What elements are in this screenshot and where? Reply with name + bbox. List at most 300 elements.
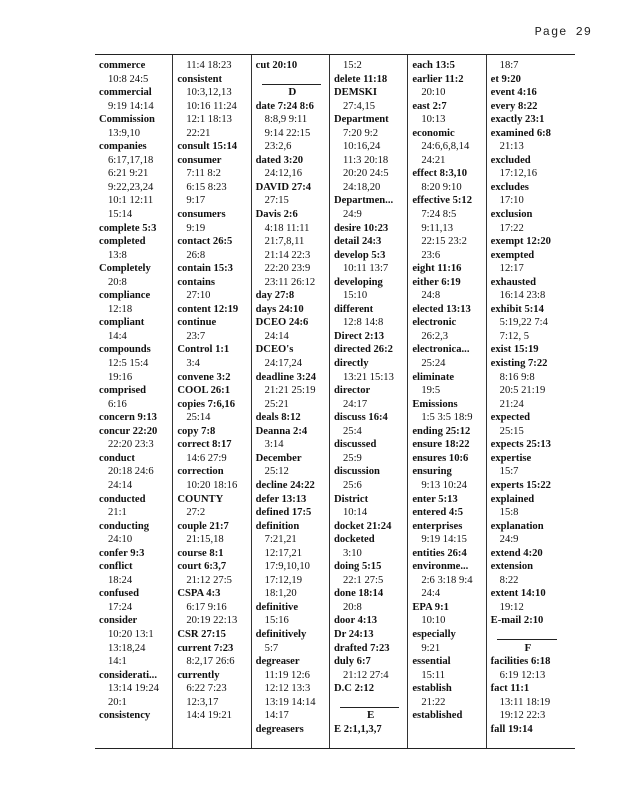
- index-term: east 2:7: [412, 100, 447, 112]
- page-references: 3:10: [342, 547, 362, 559]
- page-references: 17:10: [499, 195, 524, 207]
- index-term: different: [333, 303, 374, 315]
- index-term: ensures 10:6: [412, 452, 469, 464]
- page-references: 22:20 23:9: [264, 263, 311, 275]
- index-term: every 8:22: [490, 100, 538, 112]
- index-column-2: [173, 55, 251, 748]
- index-term: electronic: [412, 317, 457, 329]
- index-term: Davis 2:6: [255, 209, 298, 221]
- page-references: 13:14 19:24: [108, 683, 159, 695]
- index-term: E 2:1,1,3,7: [333, 723, 382, 735]
- index-term: D.C 2:12: [333, 683, 375, 695]
- index-term: excluded: [490, 154, 531, 166]
- page-references: 18:7: [499, 60, 519, 71]
- letter-heading: F: [524, 641, 532, 654]
- page-references: 11:3 20:18: [342, 154, 389, 166]
- page-references: 27:10: [186, 290, 211, 302]
- page-references: 6:17,17,18: [108, 154, 154, 166]
- index-term: COUNTY: [177, 493, 224, 505]
- index-column-6: [487, 55, 565, 748]
- page-references: 20:5 21:19: [499, 385, 546, 397]
- index-term: consumer: [177, 154, 222, 166]
- index-term: contain 15:3: [177, 263, 233, 275]
- index-term: enterprises: [412, 520, 463, 532]
- index-term: content 12:19: [177, 303, 239, 315]
- index-term: event 4:16: [490, 87, 537, 99]
- index-term: confused: [99, 588, 140, 600]
- page-references: 12:3,17: [186, 696, 219, 708]
- page-references: 19:12 22:3: [499, 710, 546, 722]
- page-references: 7:21,21: [264, 534, 297, 546]
- page-references: 6:16: [108, 398, 127, 410]
- page-references: 11:4 18:23: [186, 60, 232, 71]
- index-term: effective 5:12: [412, 195, 473, 207]
- index-term: ending 25:12: [412, 425, 471, 437]
- page-references: 12:12 13:3: [264, 683, 311, 695]
- page-references: 11:19 12:6: [264, 669, 310, 681]
- index-term: enter 5:13: [412, 493, 458, 505]
- page-references: 9:11,13: [421, 222, 453, 234]
- page-references: 10:11 13:7: [342, 263, 389, 275]
- page-references: 7:12, 5: [499, 330, 530, 342]
- page-references: 24:18,20: [342, 181, 381, 193]
- index-term: defer 13:13: [255, 493, 307, 505]
- index-term: DEMSKI: [333, 87, 377, 99]
- page-references: 17:22: [499, 222, 524, 234]
- index-term: established: [412, 710, 463, 722]
- page-references: 6:19 12:13: [499, 669, 546, 681]
- page-references: 25:12: [264, 466, 289, 478]
- index-term: examined 6:8: [490, 127, 551, 139]
- page-references: 6:15 8:23: [186, 181, 227, 193]
- page-references: 6:21 9:21: [108, 168, 149, 180]
- page-references: 16:14 23:8: [499, 290, 546, 302]
- page-references: 10:16,24: [342, 141, 381, 153]
- page-references: 25:4: [342, 425, 362, 437]
- index-term: exist 15:19: [490, 344, 539, 356]
- index-term: docket 21:24: [333, 520, 392, 532]
- index-column-5: [408, 55, 486, 748]
- index-term: CSPA 4:3: [177, 588, 221, 600]
- page-references: 18:1,20: [264, 588, 297, 600]
- page-references: 21:12 27:5: [186, 574, 232, 586]
- page-references: 9:19 14:14: [108, 100, 154, 112]
- index-term: deadline 3:24: [255, 371, 316, 383]
- index-term: delete 11:18: [333, 73, 388, 85]
- index-term: copies 7:6,16: [177, 398, 235, 410]
- index-term: ensure 18:22: [412, 439, 470, 451]
- page-references: 21:13: [499, 141, 524, 153]
- index-term: conducting: [99, 520, 150, 532]
- index-term: completed: [99, 236, 146, 248]
- page-references: 22:15 23:2: [421, 236, 467, 248]
- page-references: 24:14: [108, 479, 133, 491]
- page-references: 25:9: [342, 452, 362, 464]
- index-term: extend 4:20: [490, 547, 543, 559]
- page-references: 12:17: [499, 263, 524, 275]
- page-references: 24:14: [264, 330, 289, 342]
- page-references: 9:22,23,24: [108, 181, 154, 193]
- index-term: docketed: [333, 534, 375, 546]
- index-term: conflict: [99, 561, 133, 573]
- page-references: 19:12: [499, 601, 524, 613]
- index-term: Department: [333, 114, 389, 126]
- index-term: contact 26:5: [177, 236, 233, 248]
- page-references: 6:22 7:23: [186, 683, 227, 695]
- page-references: 14:4: [108, 330, 127, 342]
- page-references: 24:9: [342, 209, 362, 221]
- index-term: currently: [177, 669, 220, 681]
- index-term: exhausted: [490, 276, 536, 288]
- index-term: copy 7:8: [177, 425, 216, 437]
- index-term: expertise: [490, 452, 532, 464]
- page-references: 8:2,17 26:6: [186, 656, 235, 668]
- page-references: 1:5 3:5 18:9: [421, 412, 473, 424]
- index-term: compliance: [99, 290, 151, 302]
- index-term: Control 1:1: [177, 344, 230, 356]
- page-references: 12:18: [108, 303, 133, 315]
- index-term: deals 8:12: [255, 412, 301, 424]
- index-term: desire 10:23: [333, 222, 389, 234]
- page-references: 24:8: [421, 290, 441, 302]
- page-references: 20:1: [108, 696, 127, 708]
- page-references: 12:8 14:8: [342, 317, 384, 329]
- page-references: 24:21: [421, 154, 446, 166]
- index-term: complete 5:3: [99, 222, 157, 234]
- page-references: 9:13 10:24: [421, 479, 467, 491]
- index-term: couple 21:7: [177, 520, 229, 532]
- index-term: fall 19:14: [490, 723, 533, 735]
- page-references: 20:8: [108, 276, 127, 288]
- letter-divider-rule: [256, 73, 329, 87]
- page-references: 24:4: [421, 588, 441, 600]
- page-references: 13:11 18:19: [499, 696, 551, 708]
- index-term: directed 26:2: [333, 344, 393, 356]
- index-term: District: [333, 493, 369, 505]
- index-term: compliant: [99, 317, 145, 329]
- index-term: doing 5:15: [333, 561, 382, 573]
- index-term: Emissions: [412, 398, 458, 410]
- index-term: contains: [177, 276, 216, 288]
- page-references: 8:8,9 9:11: [264, 114, 308, 126]
- index-term: Deanna 2:4: [255, 425, 308, 437]
- page-references: 10:16 11:24: [186, 100, 237, 112]
- page-references: 25:21: [264, 398, 289, 410]
- page-references: 10:10: [421, 615, 446, 627]
- index-term: current 7:23: [177, 642, 234, 654]
- page-references: 27:2: [186, 507, 206, 519]
- page-references: 8:20 9:10: [421, 181, 462, 193]
- page-references: 25:24: [421, 358, 446, 370]
- page-references: 13:21 15:13: [342, 371, 394, 383]
- page-references: 13:8: [108, 249, 127, 261]
- index-term: dated 3:20: [255, 154, 304, 166]
- letter-heading: E: [366, 709, 375, 722]
- page-references: 10:3,12,13: [186, 87, 232, 99]
- index-term: CSR 27:15: [177, 628, 226, 640]
- index-term: essential: [412, 656, 451, 668]
- index-term: exhibit 5:14: [490, 303, 544, 315]
- page-references: 15:14: [108, 209, 133, 221]
- index-term: especially: [412, 628, 456, 640]
- index-term: DCEO's: [255, 344, 294, 356]
- index-term: effect 8:3,10: [412, 168, 468, 180]
- index-term: duly 6:7: [333, 656, 371, 668]
- index-term: course 8:1: [177, 547, 224, 559]
- page-references: 20:18 24:6: [108, 466, 154, 478]
- index-term: EPA 9:1: [412, 601, 449, 613]
- page-references: 19:5: [421, 385, 441, 397]
- page-references: 21:22: [421, 696, 446, 708]
- index-term: discussed: [333, 439, 377, 451]
- page-references: 14:6 27:9: [186, 452, 227, 464]
- index-term: commercial: [99, 87, 152, 99]
- index-term: either 6:19: [412, 276, 461, 288]
- index-term: consider: [99, 615, 138, 627]
- index-term: done 18:14: [333, 588, 384, 600]
- page-references: 21:15,18: [186, 534, 224, 546]
- page-references: 9:17: [186, 195, 206, 207]
- index-term: developing: [333, 276, 383, 288]
- index-term: existing 7:22: [490, 358, 548, 370]
- index-term: degreasers: [255, 723, 304, 735]
- page-references: 15:2: [342, 60, 362, 71]
- page-references: 13:18,24: [108, 642, 146, 654]
- letter-divider-rule: [334, 696, 407, 710]
- page-references: 20:10: [421, 87, 446, 99]
- page-references: 12:1 18:13: [186, 114, 232, 126]
- page-references: 7:11 8:2: [186, 168, 221, 180]
- page-references: 23:7: [186, 330, 206, 342]
- page-references: 17:24: [108, 601, 133, 613]
- index-term: cut 20:10: [255, 60, 298, 71]
- index-term: convene 3:2: [177, 371, 231, 383]
- index-term: environme...: [412, 561, 469, 573]
- index-term: consistent: [177, 73, 223, 85]
- index-term: each 13:5: [412, 60, 455, 71]
- index-term: Departmen...: [333, 195, 394, 207]
- index-term: definitively: [255, 628, 307, 640]
- page-references: 14:17: [264, 710, 289, 722]
- page-references: 2:6 3:18 9:4: [421, 574, 473, 586]
- page-references: 17:9,10,10: [264, 561, 310, 573]
- index-term: fact 11:1: [490, 683, 530, 695]
- page-references: 9:14 22:15: [264, 127, 311, 139]
- index-column-4: [330, 55, 408, 748]
- page-references: 8:16 9:8: [499, 371, 535, 383]
- index-term: continue: [177, 317, 217, 329]
- page-references: 25:6: [342, 479, 362, 491]
- page-references: 21:24: [499, 398, 524, 410]
- page-references: 20:20 24:5: [342, 168, 389, 180]
- index-term: defined 17:5: [255, 507, 312, 519]
- index-term: Dr 24:13: [333, 628, 374, 640]
- page-references: 10:14: [342, 507, 368, 519]
- index-term: director: [333, 385, 371, 397]
- index-term: date 7:24 8:6: [255, 100, 314, 112]
- page-references: 19:16: [108, 371, 133, 383]
- page-references: 25:15: [499, 425, 524, 437]
- index-term: DAVID 27:4: [255, 181, 312, 193]
- page-references: 12:5 15:4: [108, 358, 149, 370]
- page-references: 7:20 9:2: [342, 127, 379, 139]
- index-term: definition: [255, 520, 300, 532]
- index-term: day 27:8: [255, 290, 295, 302]
- page-references: 22:1 27:5: [342, 574, 384, 586]
- page-references: 6:17 9:16: [186, 601, 227, 613]
- page-references: 9:21: [421, 642, 441, 654]
- index-term: exempted: [490, 249, 535, 261]
- index-term: confer 9:3: [99, 547, 145, 559]
- page-references: 25:14: [186, 412, 211, 424]
- index-term: compounds: [99, 344, 151, 356]
- page-references: 10:20 13:1: [108, 628, 154, 640]
- page-references: 26:8: [186, 249, 206, 261]
- page-references: 12:17,21: [264, 547, 303, 559]
- page-references: 22:20 23:3: [108, 439, 154, 451]
- page-references: 21:7,8,11: [264, 236, 305, 248]
- page-references: 14:4 19:21: [186, 710, 232, 722]
- index-column-3: [252, 55, 330, 748]
- index-term: explained: [490, 493, 535, 505]
- index-term: expects 25:13: [490, 439, 551, 451]
- index-term: companies: [99, 141, 147, 153]
- page-references: 21:1: [108, 507, 127, 519]
- index-term: electronica...: [412, 344, 470, 356]
- index-term: E-mail 2:10: [490, 615, 544, 627]
- page-references: 10:13: [421, 114, 446, 126]
- index-term: COOL 26:1: [177, 385, 231, 397]
- page-references: 4:18 11:11: [264, 222, 310, 234]
- page-references: 27:4,15: [342, 100, 376, 112]
- index-term: considerati...: [99, 669, 157, 681]
- index-term: exempt 12:20: [490, 236, 551, 248]
- page-references: 23:2,6: [264, 141, 292, 153]
- index-term: experts 15:22: [490, 479, 551, 491]
- page-references: 27:15: [264, 195, 289, 207]
- page-references: 24:17: [342, 398, 368, 410]
- page-references: 24:9: [499, 534, 519, 546]
- index-term: discuss 16:4: [333, 412, 388, 424]
- index-term: court 6:3,7: [177, 561, 227, 573]
- page-references: 17:12,16: [499, 168, 538, 180]
- page-references: 13:19 14:14: [264, 696, 316, 708]
- page-references: 15:7: [499, 466, 519, 478]
- index-term: discussion: [333, 466, 380, 478]
- page-references: 3:4: [186, 358, 200, 370]
- page-references: 9:19 14:15: [421, 534, 467, 546]
- index-term: consistency: [99, 710, 151, 722]
- page-references: 10:20 18:16: [186, 479, 238, 491]
- page-references: 15:10: [342, 290, 368, 302]
- page-references: 18:24: [108, 574, 133, 586]
- index-term: develop 5:3: [333, 249, 386, 261]
- letter-heading: D: [288, 86, 297, 99]
- index-term: ensuring: [412, 466, 452, 478]
- index-term: Direct 2:13: [333, 330, 385, 342]
- page-references: 10:8 24:5: [108, 73, 149, 85]
- index-term: conducted: [99, 493, 146, 505]
- index-term: door 4:13: [333, 615, 378, 627]
- index-term: comprised: [99, 385, 147, 397]
- page-references: 15:16: [264, 615, 289, 627]
- page-references: 26:2,3: [421, 330, 449, 342]
- index-term: entities 26:4: [412, 547, 467, 559]
- index-term: DCEO 24:6: [255, 317, 309, 329]
- index-term: Completely: [99, 263, 151, 275]
- index-term: earlier 11:2: [412, 73, 464, 85]
- index-term: decline 24:22: [255, 479, 315, 491]
- index-term: drafted 7:23: [333, 642, 390, 654]
- index-term: days 24:10: [255, 303, 304, 315]
- page-references: 10:1 12:11: [108, 195, 154, 207]
- index-term: correct 8:17: [177, 439, 232, 451]
- index-term: extent 14:10: [490, 588, 546, 600]
- index-term: December: [255, 452, 302, 464]
- index-term: facilities 6:18: [490, 656, 551, 668]
- page-references: 24:10: [108, 534, 133, 546]
- index-term: consult 15:14: [177, 141, 238, 153]
- index-term: economic: [412, 127, 455, 139]
- index-term: establish: [412, 683, 452, 695]
- index-term: correction: [177, 466, 224, 478]
- index-term: exactly 23:1: [490, 114, 545, 126]
- page-references: 24:17,24: [264, 358, 303, 370]
- index-term: elected 13:13: [412, 303, 471, 315]
- page-references: 21:21 25:19: [264, 385, 316, 397]
- index-term: Commission: [99, 114, 155, 126]
- index-term: explanation: [490, 520, 544, 532]
- page-references: 24:6,6,8,14: [421, 141, 470, 153]
- page-references: 24:12,16: [264, 168, 303, 180]
- page-references: 8:22: [499, 574, 519, 586]
- page-references: 13:9,10: [108, 127, 141, 139]
- index-term: eight 11:16: [412, 263, 462, 275]
- index-term: concern 9:13: [99, 412, 157, 424]
- page-references: 23:6: [421, 249, 441, 261]
- page-number-label: Page 29: [534, 25, 592, 39]
- index-term: concur 22:20: [99, 425, 158, 437]
- index-term: commerce: [99, 60, 146, 71]
- page-references: 5:19,22 7:4: [499, 317, 548, 329]
- page-references: 5:7: [264, 642, 279, 654]
- page-references: 14:1: [108, 656, 127, 668]
- page-references: 20:8: [342, 601, 362, 613]
- index-term: consumers: [177, 209, 226, 221]
- page-references: 23:11 26:12: [264, 276, 316, 288]
- index-term: conduct: [99, 452, 135, 464]
- page-references: 7:24 8:5: [421, 209, 457, 221]
- page-references: 20:19 22:13: [186, 615, 238, 627]
- page-references: 21:14 22:3: [264, 249, 311, 261]
- page-references: 22:21: [186, 127, 211, 139]
- index-term: directly: [333, 358, 369, 370]
- index-term: degreaser: [255, 656, 300, 668]
- index-term: expected: [490, 412, 531, 424]
- page-references: 3:14: [264, 439, 284, 451]
- page-references: 17:12,19: [264, 574, 303, 586]
- page-references: 21:12 27:4: [342, 669, 389, 681]
- index-term: detail 24:3: [333, 236, 382, 248]
- index-term: excludes: [490, 181, 529, 193]
- index-column-1: [95, 55, 173, 748]
- index-grid: [95, 54, 575, 749]
- index-term: definitive: [255, 601, 299, 613]
- index-term: eliminate: [412, 371, 455, 383]
- letter-divider-rule: [491, 628, 565, 642]
- index-term: entered 4:5: [412, 507, 464, 519]
- index-term: exclusion: [490, 209, 533, 221]
